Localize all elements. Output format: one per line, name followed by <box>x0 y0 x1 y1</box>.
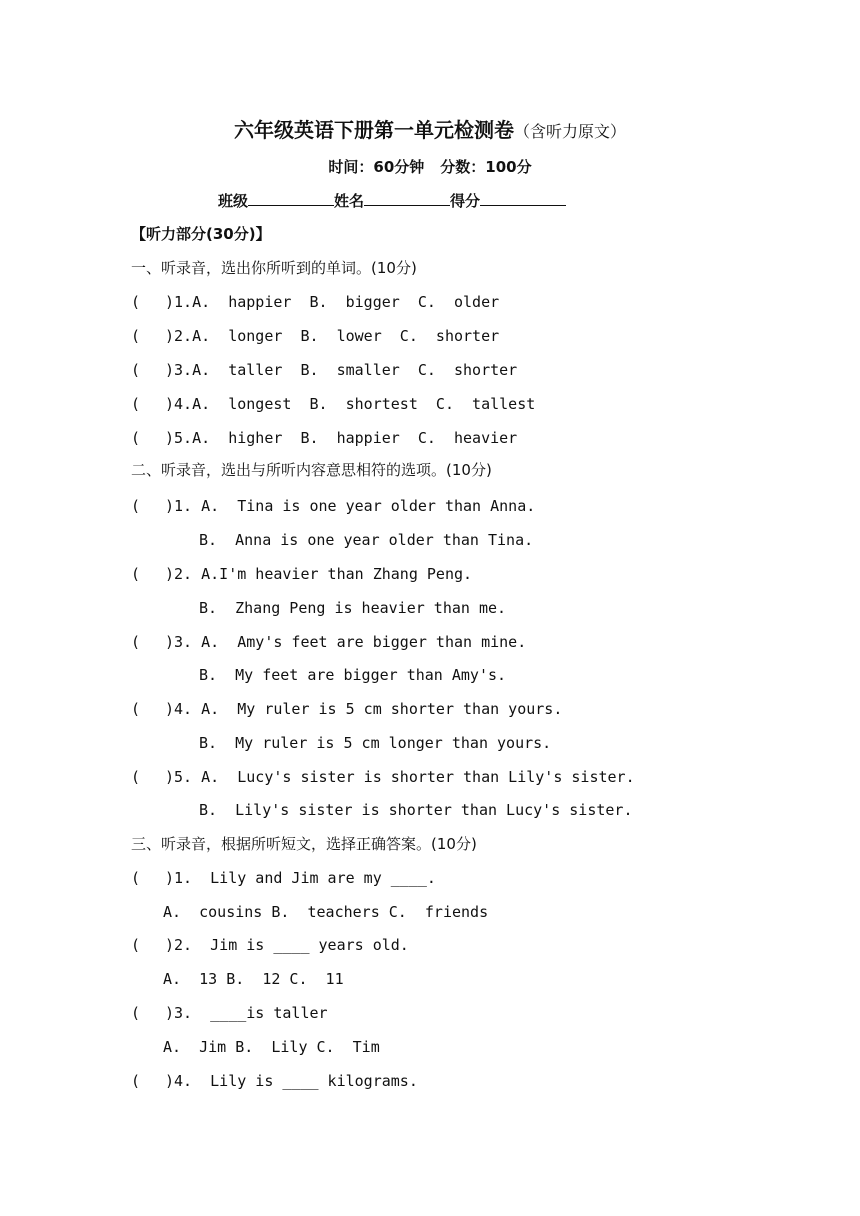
document-title <box>0 114 860 143</box>
section2-title: 二、听录音，选出与所听内容意思相符的选项。(10分) <box>131 461 492 479</box>
title-sub: （含听力原文） <box>513 122 626 141</box>
option-a: A. Tina is one year older than Anna. <box>201 497 536 515</box>
item-options: A. taller B. smaller C. shorter <box>192 361 518 379</box>
s2-item-1-b: B. Anna is one year older than Tina. <box>199 531 534 549</box>
question-text: )2. Jim is ____ years old. <box>165 936 409 954</box>
s1-item-2 <box>131 326 499 346</box>
item-number: )5. <box>165 768 193 786</box>
s1-item-4 <box>131 394 535 414</box>
name-blank[interactable] <box>364 190 450 206</box>
item-number: )4. <box>165 395 193 413</box>
exam-time: 时间：60分钟 <box>328 158 425 176</box>
question-text: )3. ____is taller <box>165 1004 328 1022</box>
question-text: )4. Lily is ____ kilograms. <box>165 1072 418 1090</box>
grade-blank[interactable] <box>480 190 566 206</box>
answer-paren[interactable]: ( <box>131 768 141 786</box>
item-number: )5. <box>165 429 193 447</box>
s2-item-2-a <box>131 564 472 584</box>
answer-paren[interactable]: ( <box>131 429 141 447</box>
s2-item-1-a <box>131 496 535 516</box>
question-text: )1. Lily and Jim are my ____. <box>165 869 436 887</box>
answer-paren[interactable]: ( <box>131 361 141 379</box>
name-label: 姓名 <box>334 192 365 210</box>
item-options: A. higher B. happier C. heavier <box>192 429 518 447</box>
item-number: )4. <box>165 700 193 718</box>
item-options: A. happier B. bigger C. older <box>192 293 500 311</box>
answer-paren[interactable]: ( <box>131 633 141 651</box>
s3-item-1-options: A. cousins B. teachers C. friends <box>163 903 489 921</box>
s3-item-1 <box>131 868 436 888</box>
item-options: A. longest B. shortest C. tallest <box>192 395 536 413</box>
s1-item-1 <box>131 292 499 312</box>
s2-item-2-b: B. Zhang Peng is heavier than me. <box>199 599 507 617</box>
s3-item-3-options: A. Jim B. Lily C. Tim <box>163 1038 380 1056</box>
s2-item-5-a <box>131 767 635 787</box>
section3-title: 三、听录音，根据所听短文，选择正确答案。(10分) <box>131 835 477 853</box>
s3-item-2-options: A. 13 B. 12 C. 11 <box>163 970 344 988</box>
s2-item-4-b: B. My ruler is 5 cm longer than yours. <box>199 734 552 752</box>
s2-item-3-b: B. My feet are bigger than Amy's. <box>199 666 507 684</box>
answer-paren[interactable]: ( <box>131 497 141 515</box>
answer-paren[interactable]: ( <box>131 1072 141 1090</box>
item-number: )1. <box>165 293 193 311</box>
option-a: A. Amy's feet are bigger than mine. <box>201 633 527 651</box>
item-number: )2. <box>165 327 193 345</box>
title-main: 六年级英语下册第一单元检测卷 <box>233 118 514 142</box>
item-options: A. longer B. lower C. shorter <box>192 327 500 345</box>
class-blank[interactable] <box>248 190 334 206</box>
answer-paren[interactable]: ( <box>131 700 141 718</box>
answer-paren[interactable]: ( <box>131 869 141 887</box>
item-number: )3. <box>165 361 193 379</box>
answer-paren[interactable]: ( <box>131 327 141 345</box>
s2-item-5-b: B. Lily's sister is shorter than Lucy's sister. <box>199 801 633 819</box>
answer-paren[interactable]: ( <box>131 293 141 311</box>
option-a: A. Lucy's sister is shorter than Lily's sister. <box>201 768 635 786</box>
answer-paren[interactable]: ( <box>131 565 141 583</box>
exam-score: 分数：100分 <box>440 158 532 176</box>
s2-item-4-a <box>131 699 562 719</box>
s3-item-4 <box>131 1071 418 1091</box>
option-a: A. My ruler is 5 cm shorter than yours. <box>201 700 563 718</box>
item-number: )1. <box>165 497 193 515</box>
s2-item-3-a <box>131 632 526 652</box>
s1-item-3 <box>131 360 517 380</box>
grade-label: 得分 <box>450 192 481 210</box>
s1-item-5 <box>131 428 517 448</box>
section1-title: 一、听录音，选出你所听到的单词。(10分) <box>131 259 417 277</box>
answer-paren[interactable]: ( <box>131 1004 141 1022</box>
answer-paren[interactable]: ( <box>131 395 141 413</box>
class-label: 班级 <box>218 192 249 210</box>
s3-item-2 <box>131 935 409 955</box>
item-number: )3. <box>165 633 193 651</box>
listening-section-header: 【听力部分(30分)】 <box>131 225 271 243</box>
student-info-fields <box>218 190 566 211</box>
exam-meta <box>0 156 860 177</box>
option-a: A.I'm heavier than Zhang Peng. <box>201 565 473 583</box>
s3-item-3 <box>131 1003 328 1023</box>
answer-paren[interactable]: ( <box>131 936 141 954</box>
item-number: )2. <box>165 565 193 583</box>
